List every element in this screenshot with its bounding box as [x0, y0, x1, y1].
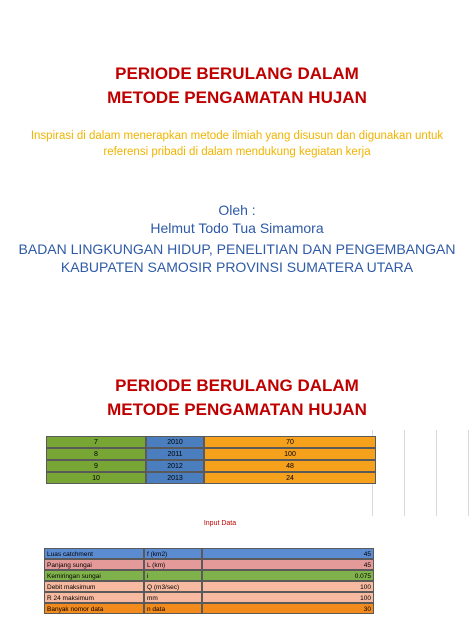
input-label: Luas catchment [44, 548, 144, 559]
spreadsheet [40, 430, 474, 632]
grid-line [404, 430, 405, 516]
cell-year: 2011 [146, 448, 204, 460]
subtitle-line-2: referensi pribadi di dalam mendukung kegiatan kerja [103, 146, 371, 158]
input-value: 30 [202, 603, 374, 614]
slide-1-title-line-2: METODE PENGAMATAN HUJAN [107, 88, 367, 107]
input-label: Panjang sungai [44, 559, 144, 570]
input-value: 0.075 [202, 570, 374, 581]
slide-2-title-line-2: METODE PENGAMATAN HUJAN [107, 400, 367, 419]
grid-line [436, 430, 437, 516]
input-label: Kemiringan sungai [44, 570, 144, 581]
organization-line-2: KABUPATEN SAMOSIR PROVINSI SUMATERA UTARA [60, 259, 414, 275]
organization-line-1: BADAN LINGKUNGAN HIDUP, PENELITIAN DAN PENGEMBANGAN [18, 241, 456, 257]
input-label: R 24 maksimum [44, 592, 144, 603]
slide-1-title-line-1: PERIODE BERULANG DALAM [115, 64, 359, 83]
cell-year: 2013 [146, 472, 204, 484]
organization [0, 240, 474, 276]
input-symbol: Q (m3/sec) [144, 581, 202, 592]
cell-no: 8 [46, 448, 146, 460]
input-value: 45 [202, 559, 374, 570]
input-value: 100 [202, 592, 374, 603]
subtitle-line-1: Inspirasi di dalam menerapkan metode ilmiah yang disusun dan digunakan untuk [30, 130, 444, 142]
input-value: 45 [202, 548, 374, 559]
input-data-label: Input Data [203, 520, 237, 527]
input-symbol: f (km2) [144, 548, 202, 559]
cell-no: 9 [46, 460, 146, 472]
input-label: Debit maksimum [44, 581, 144, 592]
cell-value: 24 [204, 472, 376, 484]
input-symbol: n data [144, 603, 202, 614]
author-name: Helmut Todo Tua Simamora [150, 220, 324, 236]
slide-2-title-line-1: PERIODE BERULANG DALAM [115, 376, 359, 395]
cell-year: 2012 [146, 460, 204, 472]
cell-value: 70 [204, 436, 376, 448]
input-label: Banyak nomor data [44, 603, 144, 614]
slide-2 [0, 316, 474, 632]
input-symbol: i [144, 570, 202, 581]
cell-value: 100 [204, 448, 376, 460]
input-symbol: mm [144, 592, 202, 603]
cell-no: 10 [46, 472, 146, 484]
cell-value: 48 [204, 460, 376, 472]
oleh-label: Oleh : [218, 202, 256, 218]
input-symbol: L (km) [144, 559, 202, 570]
cell-no: 7 [46, 436, 146, 448]
cell-year: 2010 [146, 436, 204, 448]
input-value: 100 [202, 581, 374, 592]
grid-line [468, 430, 469, 516]
